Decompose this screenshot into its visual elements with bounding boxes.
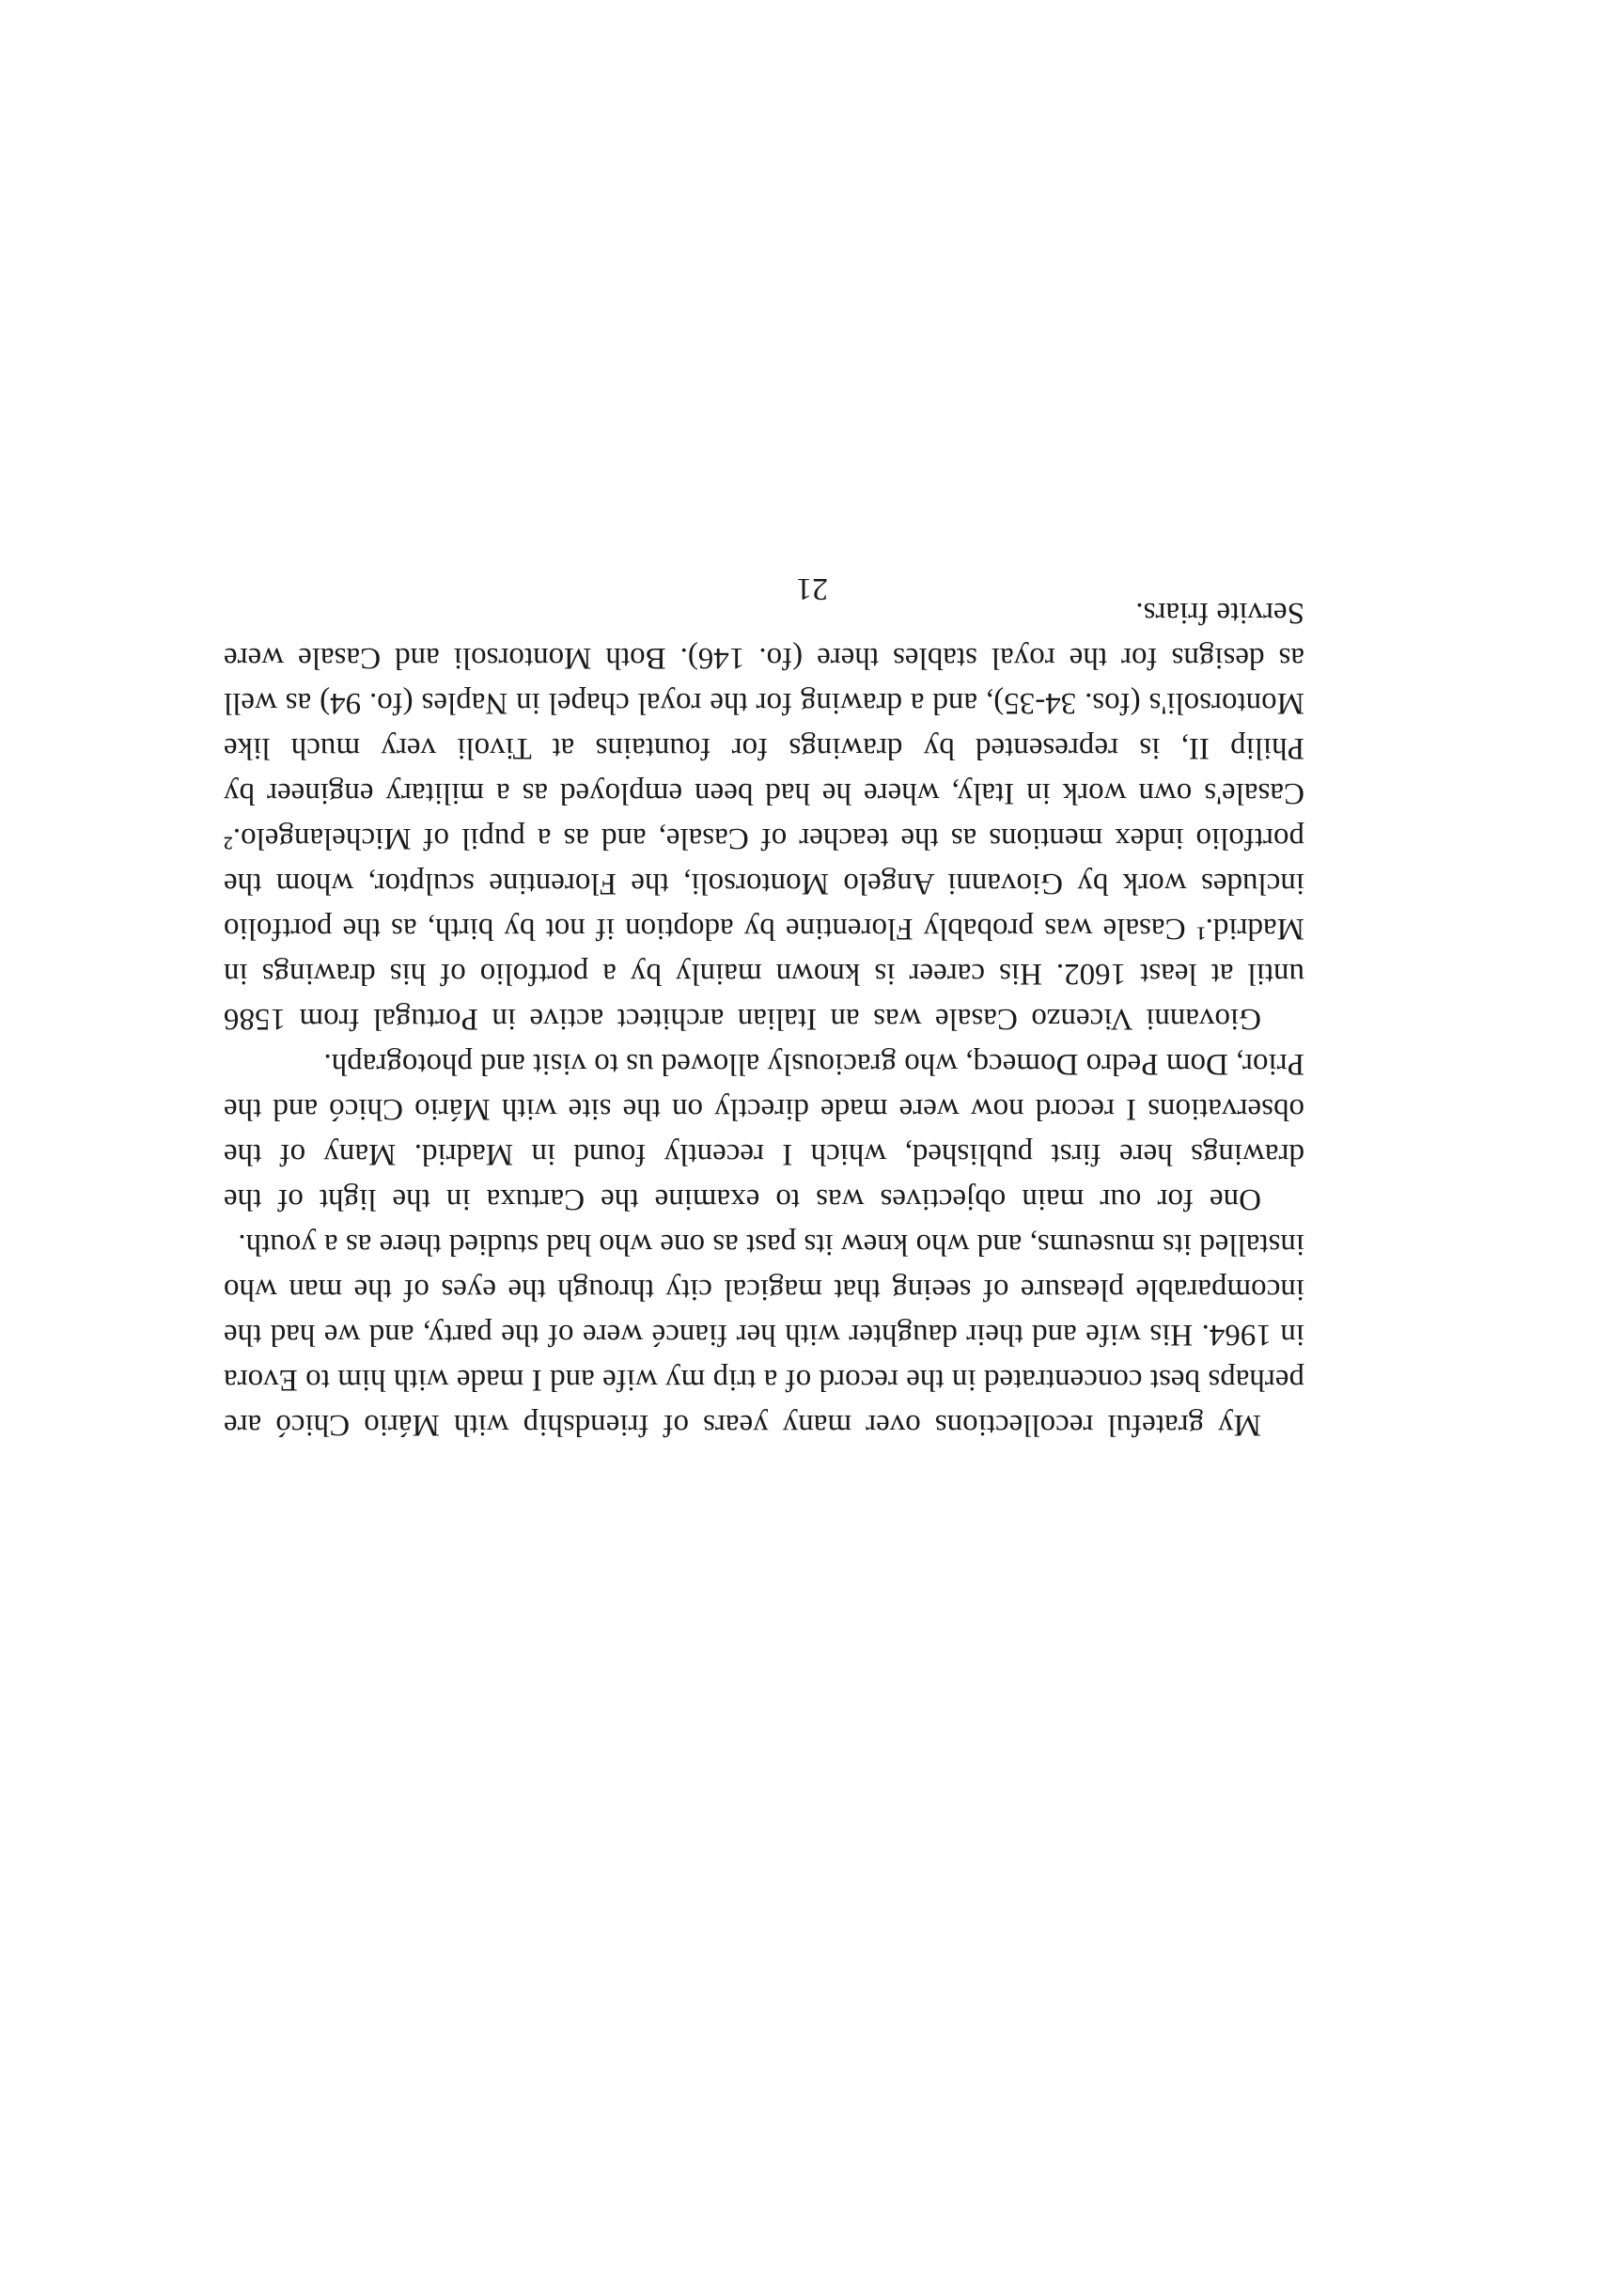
paragraph-casale: Giovanni Vicenzo Casale was an Italian architect active in Portugal from 1586 until at least 1602. His career is known mainly by a portfolio of his drawings in Madrid.¹ Casale was probably Florentine by adoption if not by birth, as the portfolio includes work by Giovanni Angelo Montorsoli, the Florentine sculptor, whom the portfolio index mentions as the teacher of Casale, and as a pupil of Michelangelo.² Casale's own work in Italy, where he had been employed as a military engineer by Philip II, is represented by drawings for fountains at Tivoli very much like Montorsoli's (fos. 34-35), and a drawing for the royal chapel in Naples (fo. 94) as well as designs for the royal stables there (fo. 146). Both Montorsoli and Casale were Servite friars.: [224, 596, 1304, 1036]
paragraph-cartuxa: One for our main objectives was to examine the Cartuxa in the light of the drawings here first published, which I recently found in Madrid. Many of the observations I record now were made directly on the site with Mário Chicó and the Prior, Dom Pedro Domecq, who graciously allowed us to visit and photograph.: [224, 1047, 1304, 1216]
paragraph-friendship: My grateful recollections over many years of friendship with Mário Chicó are perhaps best concentrated in the record of a trip my wife and I made with him to Evora in 1964. His wife and their daughter with her fiancé were of the party, and we had the incomparable pleasure of seeing that magical city through the eyes of the man who installed its museums, and who knew its past as one who had studied there as a youth.: [224, 1228, 1304, 1442]
page-number: 21: [796, 571, 828, 606]
body-text: [224, 590, 1304, 1447]
